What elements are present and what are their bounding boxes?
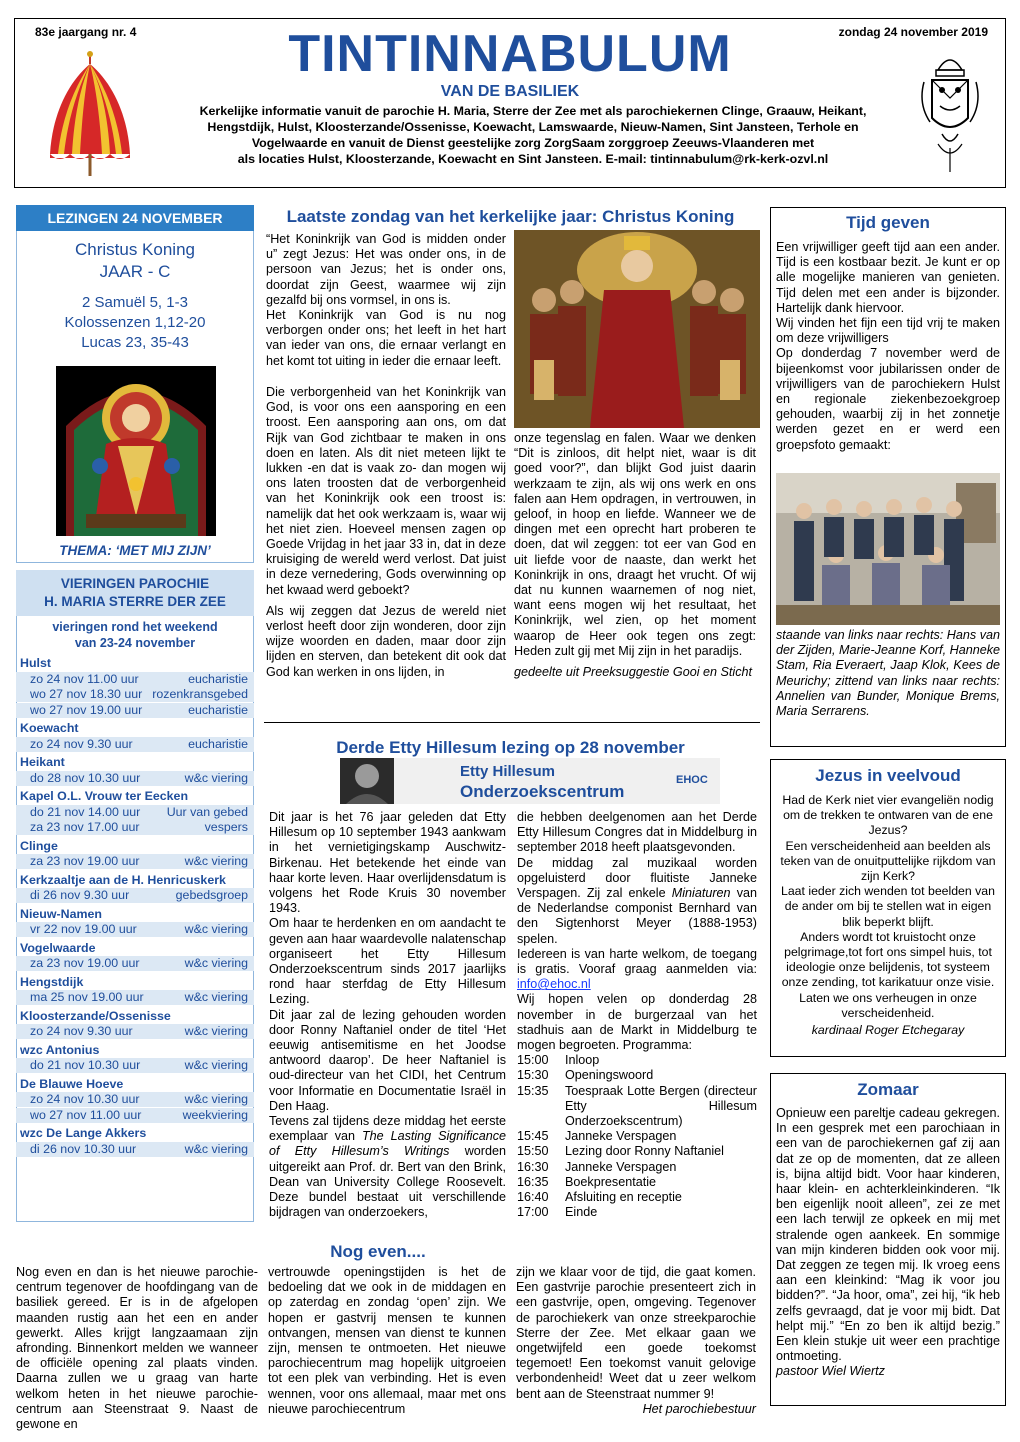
ehoc-logo: EHOC xyxy=(676,774,708,786)
etty-title: Derde Etty Hillesum lezing op 28 november xyxy=(336,738,685,757)
nog-signature: Het parochiebestuur xyxy=(642,1401,756,1416)
services-subheading-line: van 23-24 november xyxy=(74,635,196,650)
theme-label: THEMA: ‘MET MIJ ZIJN’ xyxy=(59,543,211,558)
masthead-subtitle: VAN DE BASILIEK xyxy=(440,83,580,100)
programma-time: 15:35 xyxy=(517,1083,549,1098)
reading-3: Lucas 23, 35-43 xyxy=(81,334,189,351)
service-time: zo 24 nov 9.30 uur xyxy=(30,736,133,751)
etty-text: van de Nederlandse componist Bernhard van den Sigtenhorst Meyer (1888-1953) spelen. xyxy=(517,886,757,946)
service-type: w&c viering xyxy=(184,922,248,936)
service-location: Clinge xyxy=(20,838,58,853)
programma-item: Inloop xyxy=(565,1053,600,1068)
service-type: w&c viering xyxy=(184,1141,248,1156)
christus-col1-rest xyxy=(266,385,506,680)
programma-time: 15:50 xyxy=(517,1144,549,1159)
service-row xyxy=(16,805,254,820)
service-time: wo 27 nov 11.00 uur xyxy=(30,1107,142,1122)
programma-row xyxy=(517,1144,757,1159)
service-row xyxy=(16,990,254,1005)
poem-stanza: Laten we ons verheugen in onze verscheidenheid. xyxy=(799,990,977,1020)
service-row xyxy=(16,820,254,835)
service-type: weekviering xyxy=(182,1107,248,1122)
service-row xyxy=(16,956,254,971)
service-type: Uur van gebed xyxy=(166,804,248,819)
volunteers-group-photo xyxy=(776,473,1000,625)
service-type: w&c viering xyxy=(184,956,248,970)
programma-row xyxy=(517,1205,757,1220)
service-row xyxy=(16,737,254,752)
christ-with-angels-painting xyxy=(514,230,760,428)
intro-line: Kerkelijke informatie vanuit de parochie H. Maria, Sterre der Zee met als parochiekernen Clinge, Graauw, Heikant, xyxy=(199,104,867,118)
service-time: zo 24 nov 10.30 uur xyxy=(30,1092,140,1106)
programma-time: 16:30 xyxy=(517,1159,549,1174)
tijd-text xyxy=(776,240,1000,453)
service-location: wzc De Lange Akkers xyxy=(20,1126,147,1140)
service-time: wo 27 nov 19.00 uur xyxy=(30,702,143,717)
nog-text: zijn we klaar voor de tijd, die gaat komen. Een gastvrije parochie presenteert zich in een gastvrije, open, omgeving. Tegenover de parochiekerk van onze streekparochie Sterre der Zee. Met elkaar gaan we ongetwijfeld een goede toekomst tegemoet! Een toekomst vanuit gelovige verbondenheid! Weet dat u zeer welkom bent aan de Steenstraat nummer 9! xyxy=(516,1265,756,1401)
tijd-paragraph: Wij vinden het fijn een tijd vrij te maken om deze vrijwilligers xyxy=(776,316,1000,346)
poem-stanza: Anders wordt tot kruistocht onze pelgrimage,tot fort ons simpel huis, tot ideologie onze belijdenis, tot systeem onze zending, tot karikatuur onze visie. xyxy=(781,929,995,990)
christus-paragraph: Het Koninkrijk van God is nu nog verborgen onder ons; het leeft in het hart van ieder van ons, die ernaar verlangt en het komt tot uiting in ieder die ernaar leeft. xyxy=(266,308,506,368)
service-time: do 21 nov 10.30 uur xyxy=(30,1058,141,1072)
programma-item: Toespraak Lotte Bergen (directeur Etty Hillesum Onderzoekscentrum) xyxy=(565,1083,757,1129)
service-row xyxy=(16,771,254,786)
service-time: do 28 nov 10.30 uur xyxy=(30,770,141,785)
poem-stanza: Laat ieder zich wenden tot beelden van de ander om bij te stellen wat in eigen blik beperkt blijft. xyxy=(781,884,995,929)
programma-row xyxy=(517,1129,757,1144)
etty-paragraph xyxy=(517,947,757,993)
poem-author: kardinaal Roger Etchegaray xyxy=(811,1023,965,1038)
service-row xyxy=(16,1108,254,1123)
christus-paragraph: “Het Koninkrijk van God is midden onder u” zegt Jezus: Het was onder ons, in de persoon van Jezus; het is onder ons, doordat zijn Geest, waarmee wij zijn gezalfd bij ons vormsel, in ons is. xyxy=(266,232,506,307)
etty-col1 xyxy=(269,810,506,1220)
nog-col3 xyxy=(516,1265,756,1417)
zomaar-text xyxy=(776,1106,1000,1380)
christus-title: Laatste zondag van het kerkelijke jaar: Christus Koning xyxy=(286,207,735,226)
programma-row xyxy=(517,1190,757,1205)
etty-italic: Miniaturen xyxy=(671,886,731,901)
service-time: di 26 nov 9.30 uur xyxy=(30,888,130,902)
intro-line: Vogelwaarde en vanuit de Dienst geestelijke zorg ZorgSaam zorggroep Zeeuws-Vlaanderen met xyxy=(251,136,815,151)
service-location: Koewacht xyxy=(20,721,79,735)
programma-item: Einde xyxy=(565,1205,598,1220)
etty-paragraph: Dit jaar is het 76 jaar geleden dat Etty Hillesum op 10 september 1943 aankwam in het vernietigingskamp Auschwitz-Birkenau. Het betekende het einde van haar korte leven. Haar overlijdensdatum is volgens het Rode Kruis 30 november 1943. xyxy=(269,810,506,916)
divider xyxy=(264,722,760,723)
programma-label: Programma: xyxy=(622,1038,693,1053)
service-time: za 23 nov 19.00 uur xyxy=(30,956,140,970)
programma-time: 15:45 xyxy=(517,1129,549,1144)
service-row xyxy=(16,1092,254,1107)
programma-row xyxy=(517,1068,757,1083)
services-heading xyxy=(16,570,254,616)
service-location: Kapel O.L. Vrouw ter Eecken xyxy=(20,789,189,803)
service-location: Hulst xyxy=(20,656,51,670)
service-type: eucharistie xyxy=(188,671,248,686)
service-time: di 26 nov 10.30 uur xyxy=(30,1141,137,1156)
coat-of-arms-logo xyxy=(918,52,982,176)
programma-time: 17:00 xyxy=(517,1205,549,1220)
etty-paragraph xyxy=(269,1114,506,1220)
programma-item: Boekpresentatie xyxy=(565,1174,657,1189)
etty-paragraph: Om haar te herdenken en om aandacht te geven aan haar waardevolle nalatenschap organiseert het Etty Hillesum Onderzoekscentrum sinds 2017 jaarlijks rond haar sterfdag de Etty Hillesum Lezing. xyxy=(269,916,506,1007)
programma-item: Janneke Verspagen xyxy=(565,1159,677,1174)
service-type: w&c viering xyxy=(184,854,248,868)
service-location: De Blauwe Hoeve xyxy=(20,1076,124,1091)
masthead-intro xyxy=(148,103,918,168)
zomaar-paragraph: Opnieuw een pareltje cadeau gekregen. In een gesprek met een parochiaan in een van de parochiekernen gaf zij aan dat ze op de momenten, dat ze alleen is, bijna altijd bidt. Voor haar kinderen, haar klein- en achterkleinkinderen. “Ik ben eigenlijk nooit alleen”, zei ze met een lach terwijl ze opkeek en mij met stralende ogen aankeek. En sommige van mijn kinderen bidden ook voor mij. Dat zeggen ze tegen mij. Ik vroeg eens aan een kleinkind: “Mag ik voor jou bidden?”. “Ja hoor, oma”, zei hij, “ik heb zelfs gevraagd, dat je voor mij bidt. Dat helpt mij.” “En zo ben ik altijd bezig.” Een klein stukje uit weer een prachtige ontmoeting. xyxy=(776,1106,1000,1364)
service-type: w&c viering xyxy=(184,1058,248,1072)
service-row xyxy=(16,687,254,702)
reading-1: 2 Samuël 5, 1-3 xyxy=(82,294,188,311)
christus-col2 xyxy=(514,431,756,680)
etty-paragraph xyxy=(517,992,757,1053)
etty-paragraph: die hebben deelgenomen aan het Derde Etty Hillesum Congres dat in Middelburg in september 2018 heeft plaatsgevonden. xyxy=(517,810,757,855)
service-type: w&c viering xyxy=(184,770,248,785)
programma-item: Openingswoord xyxy=(565,1068,654,1083)
service-type: w&c viering xyxy=(184,1024,248,1038)
programma-item: Afsluiting en receptie xyxy=(565,1190,682,1205)
service-time: wo 27 nov 18.30 uur xyxy=(30,687,143,701)
service-time: zo 24 nov 11.00 uur xyxy=(30,671,139,686)
service-row xyxy=(16,888,254,903)
zomaar-title: Zomaar xyxy=(857,1080,919,1099)
etty-text: Tevens zal tijdens deze middag het eerste exemplaar van xyxy=(269,1114,506,1144)
services-subheading xyxy=(16,620,254,651)
service-type: eucharistie xyxy=(188,702,248,717)
programma-row xyxy=(517,1160,757,1175)
jezus-poem xyxy=(774,793,1002,1038)
service-location: Vogelwaarde xyxy=(20,940,96,955)
services-heading-line: H. MARIA STERRE DER ZEE xyxy=(44,594,226,610)
etty-text: Iedereen is van harte welkom, de toegang is gratis. Vooraf graag aanmelden via: xyxy=(517,946,757,977)
christus-col1-narrow xyxy=(266,232,506,369)
etty-portrait-image xyxy=(340,758,394,804)
nog-col1: Nog even en dan is het nieuwe parochie-centrum tegenover de hoofdingang van de basiliek gereed. Er is in de afgelopen maanden rustig aan het een en ander gewerkt. Alles krijgt langzaamaan zijn afronding. Binnenkort melden we wanneer de officiële opening zal plaats vinden. Daarna zullen we u graag van harte welkom heten in het nieuwe parochie-centrum aan Steenstraat 9. Naast de gewone en xyxy=(16,1265,258,1432)
service-location: Nieuw-Namen xyxy=(20,906,102,921)
service-type: w&c viering xyxy=(184,990,248,1004)
service-row xyxy=(16,922,254,937)
programma-time: 15:30 xyxy=(517,1068,549,1083)
feast-name: Christus Koning xyxy=(74,240,195,259)
programma-row xyxy=(517,1175,757,1190)
poem-stanza: Een verscheidenheid aan beelden als teken van de onuitputtelijke rijkdom van zijn Kerk? xyxy=(780,838,996,884)
etty-banner-line2: Onderzoekscentrum xyxy=(460,782,625,801)
intro-line: Hengstdijk, Hulst, Kloosterzande/Ossenisse, Koewacht, Lamswaarde, Nieuw-Namen, Sint Jansteen, Terhole en xyxy=(207,120,859,135)
etty-book-title: The Lasting Significance of Etty Hillesum’s Writings xyxy=(269,1129,507,1159)
issue-number: 83e jaargang nr. 4 xyxy=(35,25,137,39)
christus-source: gedeelte uit Preeksuggestie Gooi en Sticht xyxy=(514,665,753,680)
service-location: Heikant xyxy=(20,755,65,769)
tijd-paragraph: Een vrijwilliger geeft tijd aan een ander. Tijd is een kostbaar bezit. Je kunt er op alle mogelijke manieren van genieten. Tijd delen met een ander is bijzonder. Hartelijk dank hiervoor. xyxy=(776,240,1000,315)
issue-date: zondag 24 november 2019 xyxy=(838,25,988,39)
service-location: Hengstdijk xyxy=(20,974,84,989)
programma-item: Lezing door Ronny Naftaniel xyxy=(565,1144,724,1159)
etty-text: De middag zal muzikaal worden opgeluisterd door fluitiste Janneke Verspagen. Zij zal enkele xyxy=(517,855,757,901)
etty-text: Wij hopen velen op donderdag 28 november in de burgerzaal van het stadhuis aan de Markt in Middelburg te mogen begroeten. xyxy=(517,992,757,1053)
etty-text: worden uitgereikt aan Prof. dr. Bert van den Brink, Dean van University College Roosevelt. Deze bundel bestaat uit verschillende bijdragen van onderzoekers, xyxy=(269,1144,507,1220)
service-type: gebedsgroep xyxy=(175,888,248,902)
etty-paragraph: Dit jaar zal de lezing gehouden worden door Ronny Naftaniel onder de titel ‘Het eeuwig antisemitisme en het Joodse antwoord daarop’. De heer Naftaniel is oud-directeur van het CIDI, het Centrum voor Informatie en Documentatie Israël in Den Haag. xyxy=(269,1007,506,1113)
readings-heading: LEZINGEN 24 NOVEMBER xyxy=(16,205,254,231)
service-row xyxy=(16,854,254,869)
service-time: do 21 nov 14.00 uur xyxy=(30,804,141,819)
service-row xyxy=(16,1058,254,1073)
tijd-caption: staande van links naar rechts: Hans van der Zijden, Marie-Jeanne Korf, Hanneke Stam, Ria Everaert, Jaap Klok, Kees de Meurichy; zittend van links naar rechts: Annelien van Bunder, Monique Brems, Maria Serrarens. xyxy=(776,628,1001,719)
etty-banner-line1: Etty Hillesum xyxy=(460,763,556,780)
service-row xyxy=(16,1142,254,1157)
christus-paragraph: Als wij zeggen dat Jezus de wereld niet verlost heeft door zijn wonderen, door zijn wijze woorden en daden, maar door zijn lijden en sterven, dan betekent dit ook dat God kan werken in ons lijden, in xyxy=(266,603,506,679)
programma-time: 15:00 xyxy=(517,1053,549,1068)
etty-paragraph xyxy=(517,856,757,947)
zomaar-author: pastoor Wiel Wiertz xyxy=(776,1364,885,1379)
service-time: ma 25 nov 19.00 uur xyxy=(30,990,144,1004)
services-subheading-line: vieringen rond het weekend xyxy=(52,620,218,634)
service-time: za 23 nov 17.00 uur xyxy=(30,820,140,834)
service-type: vespers xyxy=(204,820,248,834)
jezus-title: Jezus in veelvoud xyxy=(815,766,961,785)
programma-item: Janneke Verspagen xyxy=(565,1129,677,1144)
service-row xyxy=(16,703,254,718)
service-type: rozenkransgebed xyxy=(152,687,248,701)
ehoc-email-link[interactable]: info@ehoc.nl xyxy=(517,977,591,992)
service-location: Kloosterzande/Ossenisse xyxy=(20,1008,171,1023)
nog-title: Nog even.... xyxy=(330,1242,426,1261)
programma-row xyxy=(517,1053,757,1068)
service-time: zo 24 nov 9.30 uur xyxy=(30,1024,133,1038)
service-location: wzc Antonius xyxy=(20,1042,100,1057)
programma-list xyxy=(517,1053,757,1220)
etty-banner xyxy=(340,758,720,804)
service-time: za 23 nov 19.00 uur xyxy=(30,854,140,868)
intro-line: als locaties Hulst, Kloosterzande, Koewacht en Sint Jansteen. E-mail: tintinnabulum@rk-kerk-ozvl.nl xyxy=(237,152,829,167)
poem-stanza: Had de Kerk niet vier evangeliën nodig om de trekken te ontwaren van de ene Jezus? xyxy=(782,793,994,838)
service-type: w&c viering xyxy=(184,1092,248,1106)
service-time: vr 22 nov 19.00 uur xyxy=(30,922,137,936)
christus-paragraph: Die verborgenheid van het Koninkrijk van God, is voor ons een aansporing en een troost. Een aansporing aan ons, om dat Rijk van God zichtbaar te maken in ons doen en laten. Als dit niet meteen lijkt te lukken -en dat is vaak zo- dan mogen wij ons laten troosten dat de verborgenheid van het Koninkrijk ook een troost is: namelijk dat het ook werkzaam is, waar wij het niet zien. Hoeveel mensen zagen op Goede Vrijdag in het jaar 33 in, dat in deze kruisiging de wereld werd verlost. Dat juist in deze vernedering, Gods overwinning op het kwaad werd geboekt? xyxy=(266,385,506,597)
christus-paragraph: onze tegenslag en falen. Waar we denken “Dit is zinloos, dit helpt niet, waar is dit goed voor?”, dan blijkt God juist daarin werkzaam te zijn, als wij ons werk en ons falen aan Hem opdragen, in vertrouwen, in geloof, in hoop en liefde. Wanneer we de dingen met een oprecht hart proberen te doen, dat wil zeggen: tot eer van God en uit liefde voor de naaste, dan werkt het Koninkrijk in ons, draagt het vrucht. Of wij dat nu kunnen waarnemen of nog niet, want eens mogen wij het resultaat, het Koninkrijk, wel zien, op het moment waarop de Heer ook tegen ons zegt: Heden zult gij met Mij zijn in het paradijs. xyxy=(514,431,756,658)
umbraculum-logo xyxy=(44,48,136,180)
service-type: eucharistie xyxy=(188,736,248,751)
reading-2: Kolossenzen 1,12-20 xyxy=(64,314,206,331)
programma-row xyxy=(517,1084,757,1130)
programma-time: 16:40 xyxy=(517,1190,549,1205)
service-row xyxy=(16,1024,254,1039)
service-location: Kerkzaaltje aan de H. Henricuskerk xyxy=(20,872,226,887)
programma-time: 16:35 xyxy=(517,1174,549,1189)
etty-col2 xyxy=(517,810,757,1220)
tijd-paragraph: Op donderdag 7 november werd de bijeenkomst voor jubilarissen onder de vrijwilligers van de parochiekern Hulst en regionale ziekenbezoekgroep gehouden, waarbij zij in het zonnetje werden gezet en er werd een groepsfoto gemaakt: xyxy=(776,346,1000,452)
services-heading-line: VIERINGEN PAROCHIE xyxy=(60,576,210,591)
masthead-title: TINTINNABULUM xyxy=(288,25,732,83)
nog-col2: vertrouwde openingstijden is het de bedoeling dat we ook in de middagen en op zaterdag en zondag ‘open’ zijn. We hopen er gastvrij mensen te kunnen ontvangen, mensen van dienst te kunnen zijn, mensen te ontmoeten. Het nieuwe parochiecentrum mag hopelijk uitgroeien tot een plek van verbinding. Het is even wennen, voor ons allemaal, maar met ons nieuwe parochiecentrum xyxy=(268,1265,506,1416)
christ-king-window-image xyxy=(56,366,216,536)
service-row xyxy=(16,672,254,687)
liturgical-year: JAAR - C xyxy=(99,262,171,281)
tijd-title: Tijd geven xyxy=(846,213,930,232)
